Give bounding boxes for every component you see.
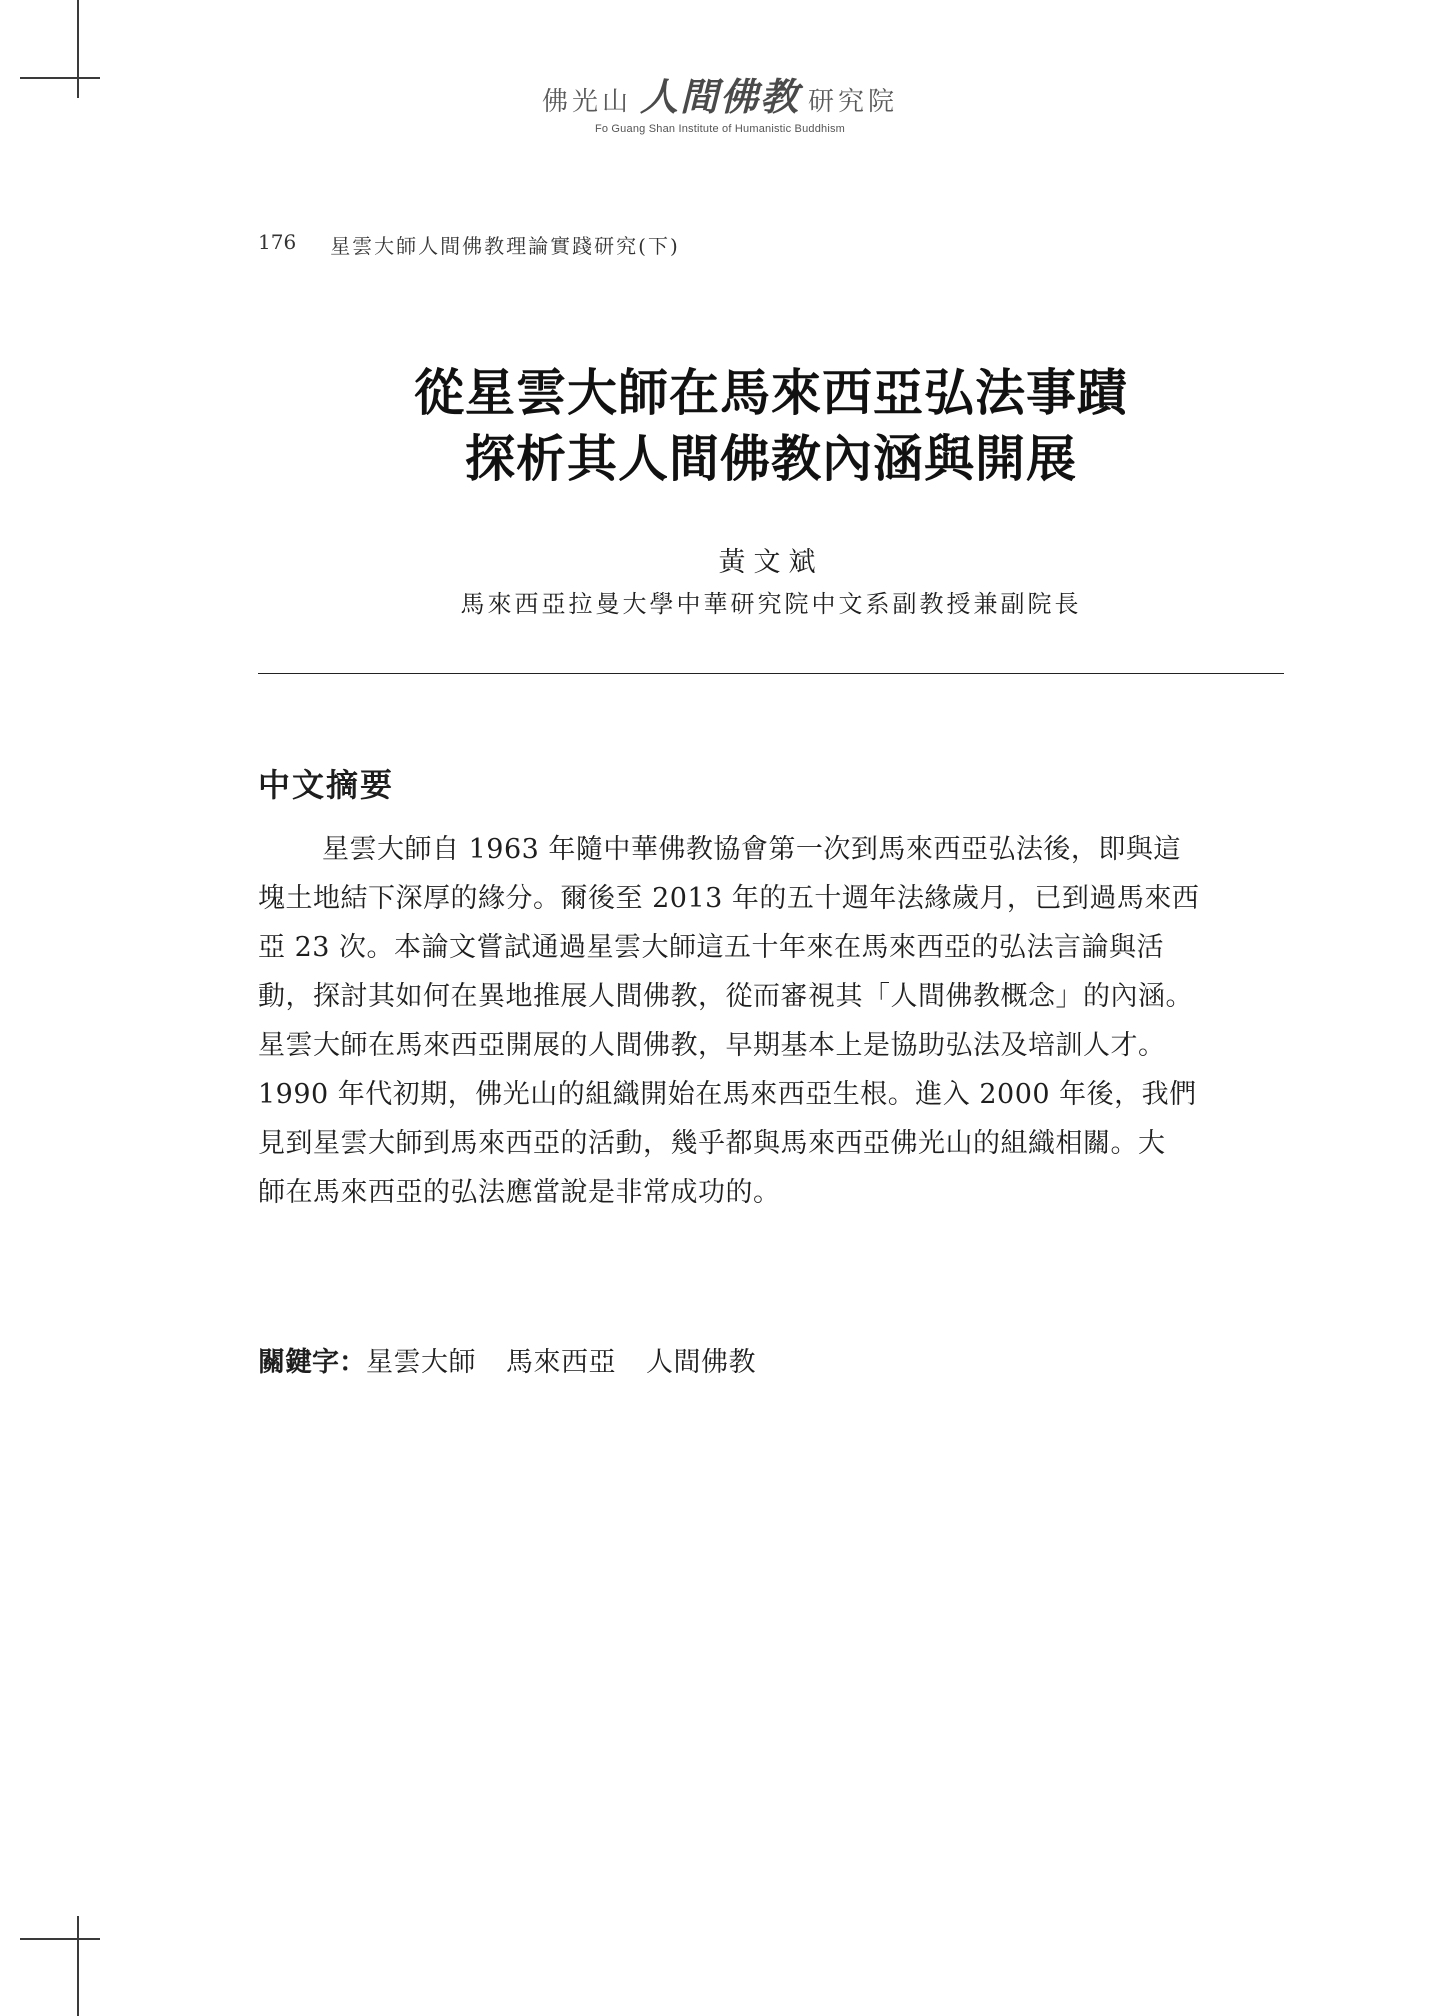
keywords (258, 1340, 786, 1379)
author-affiliation: 馬來西亞拉曼大學中華研究院中文系副教授兼副院長 (460, 590, 1082, 618)
crop-mark-bottom-left-vertical (77, 1916, 79, 2016)
institute-header (500, 66, 940, 135)
institute-name-left: 佛光山 (541, 87, 632, 117)
book-title: 星雲大師人間佛教理論實踐研究(下) (330, 234, 680, 258)
keywords-label: 關鍵字： (258, 1347, 366, 1378)
crop-mark-bottom-left-horizontal (20, 1938, 100, 1940)
title-divider (258, 673, 1284, 674)
abstract-line: 師在馬來西亞的弘法應當說是非常成功的。 (258, 1177, 781, 1208)
paper-title-line-1: 從星雲大師在馬來西亞弘法事蹟 (414, 363, 1128, 422)
keyword-item: 馬來西亞 (506, 1347, 616, 1378)
abstract-body (258, 825, 1284, 1217)
abstract-line: 星雲大師在馬來西亞開展的人間佛教，早期基本上是協助弘法及培訓人才。 (258, 1030, 1166, 1061)
crop-mark-top-left-horizontal (20, 77, 100, 79)
abstract-heading: 中文摘要 (258, 766, 395, 804)
abstract-line: 1990 年代初期，佛光山的組織開始在馬來西亞生根。進入 2000 年後，我們 (258, 1079, 1197, 1110)
paper-title-line-2: 探析其人間佛教內涵與開展 (465, 429, 1077, 488)
abstract-line: 星雲大師自 1963 年隨中華佛教協會第一次到馬來西亞弘法後，即與這 (322, 834, 1181, 865)
institute-name-brush: 人間佛教 (639, 74, 800, 119)
running-header (258, 230, 680, 259)
abstract-line: 亞 23 次。本論文嘗試通過星雲大師這五十年來在馬來西亞的弘法言論與活 (258, 932, 1165, 963)
institute-name-english: Fo Guang Shan Institute of Humanistic Buddhism (594, 123, 846, 135)
abstract-line: 見到星雲大師到馬來西亞的活動，幾乎都與馬來西亞佛光山的組織相關。大 (258, 1128, 1166, 1159)
abstract-line: 塊土地結下深厚的緣分。爾後至 2013 年的五十週年法緣歲月，已到過馬來西 (258, 883, 1200, 914)
institute-logo (500, 66, 940, 121)
keyword-item: 人間佛教 (646, 1347, 756, 1378)
abstract-line: 動，探討其如何在異地推展人間佛教，從而審視其「人間佛教概念」的內涵。 (258, 981, 1193, 1012)
keyword-item: 星雲大師 (366, 1347, 476, 1378)
paper-title (258, 360, 1284, 492)
crop-mark-top-left-vertical (77, 0, 79, 98)
institute-name-right: 研究院 (808, 87, 899, 117)
page-number: 176 (258, 230, 297, 254)
author-name: 黃文斌 (718, 547, 824, 578)
